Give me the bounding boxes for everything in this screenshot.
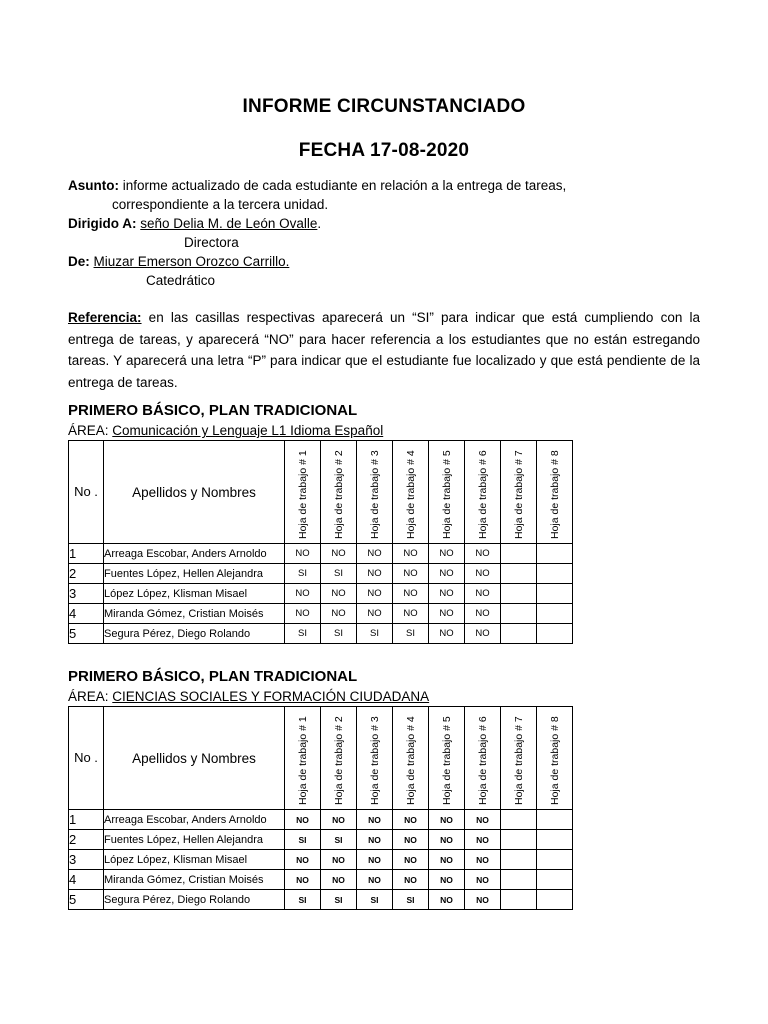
student-name: Segura Pérez, Diego Rolando — [104, 624, 285, 644]
row-number: 5 — [69, 624, 104, 644]
reference-text: en las casillas respectivas aparecerá un “SI” para indicar que está cumpliendo con la entrega de tareas, y aparecerá “NO” para hacer referencia a los estudiantes que no están estregando tareas. Y aparecerá una letra “P” para indicar que el estudiante fue localizado y que está pendiente de la entrega de tareas. — [68, 310, 700, 390]
status-cell: NO — [285, 584, 321, 604]
table-row — [69, 544, 573, 564]
row-number: 1 — [69, 544, 104, 564]
status-cell: NO — [285, 870, 321, 890]
column-sheet-header: Hoja de trabajo # 8 — [537, 707, 573, 810]
column-sheet-header: Hoja de trabajo # 1 — [285, 441, 321, 544]
status-cell — [501, 624, 537, 644]
column-sheet-header: Hoja de trabajo # 5 — [429, 441, 465, 544]
status-cell: NO — [465, 624, 501, 644]
status-cell: NO — [357, 564, 393, 584]
column-sheet-header: Hoja de trabajo # 7 — [501, 441, 537, 544]
student-name: Segura Pérez, Diego Rolando — [104, 890, 285, 910]
asunto-text: informe actualizado de cada estudiante en relación a la entrega de tareas, — [122, 178, 567, 193]
status-cell — [501, 870, 537, 890]
status-cell: NO — [357, 850, 393, 870]
status-cell — [501, 604, 537, 624]
homework-table — [68, 440, 573, 644]
table-row — [69, 830, 573, 850]
status-cell: NO — [285, 810, 321, 830]
status-cell: NO — [429, 624, 465, 644]
area-label: ÁREA: — [68, 423, 109, 438]
table-row — [69, 624, 573, 644]
status-cell: NO — [393, 810, 429, 830]
status-cell: SI — [321, 564, 357, 584]
status-cell: NO — [429, 564, 465, 584]
student-name: Fuentes López, Hellen Alejandra — [104, 564, 285, 584]
table-header-row — [69, 707, 573, 810]
student-name: Miranda Gómez, Cristian Moisés — [104, 604, 285, 624]
student-name: Arreaga Escobar, Anders Arnoldo — [104, 810, 285, 830]
status-cell: NO — [429, 810, 465, 830]
reference-paragraph — [68, 307, 700, 393]
status-cell: NO — [393, 584, 429, 604]
status-cell — [501, 544, 537, 564]
status-cell: SI — [285, 890, 321, 910]
row-number: 3 — [69, 850, 104, 870]
column-sheet-header: Hoja de trabajo # 5 — [429, 707, 465, 810]
column-sheet-header: Hoja de trabajo # 2 — [321, 441, 357, 544]
column-sheet-header: Hoja de trabajo # 8 — [537, 441, 573, 544]
table-row — [69, 870, 573, 890]
column-no-header: No . — [69, 441, 104, 544]
status-cell — [537, 564, 573, 584]
de-label: De: — [68, 254, 90, 269]
status-cell: NO — [429, 850, 465, 870]
status-cell: NO — [357, 584, 393, 604]
column-sheet-header: Hoja de trabajo # 6 — [465, 707, 501, 810]
student-name: Miranda Gómez, Cristian Moisés — [104, 870, 285, 890]
status-cell: SI — [321, 890, 357, 910]
status-cell — [501, 830, 537, 850]
row-number: 4 — [69, 604, 104, 624]
status-cell: NO — [393, 850, 429, 870]
de-name: Miuzar Emerson Orozco Carrillo. — [93, 254, 290, 269]
column-sheet-header: Hoja de trabajo # 1 — [285, 707, 321, 810]
status-cell: NO — [321, 604, 357, 624]
area-name: Comunicación y Lenguaje L1 Idioma Español — [112, 423, 384, 438]
status-cell — [537, 830, 573, 850]
student-name: López López, Klisman Misael — [104, 584, 285, 604]
status-cell: NO — [465, 850, 501, 870]
homework-table — [68, 706, 573, 910]
status-cell: SI — [357, 624, 393, 644]
dirigido-name: seño Delia M. de León Ovalle — [140, 216, 318, 231]
status-cell: NO — [285, 544, 321, 564]
table-row — [69, 890, 573, 910]
dirigido-role: Directora — [184, 235, 239, 250]
column-sheet-header: Hoja de trabajo # 3 — [357, 441, 393, 544]
document-title: INFORME CIRCUNSTANCIADO — [242, 96, 526, 117]
status-cell: NO — [429, 870, 465, 890]
dirigido-punct: . — [317, 216, 322, 231]
column-sheet-header: Hoja de trabajo # 4 — [393, 441, 429, 544]
row-number: 2 — [69, 564, 104, 584]
status-cell: NO — [357, 544, 393, 564]
row-number: 3 — [69, 584, 104, 604]
status-cell — [537, 544, 573, 564]
status-cell — [501, 890, 537, 910]
student-name: López López, Klisman Misael — [104, 850, 285, 870]
asunto-line-2: correspondiente a la tercera unidad. — [112, 197, 329, 212]
status-cell: NO — [357, 830, 393, 850]
table-row — [69, 850, 573, 870]
row-number: 2 — [69, 830, 104, 850]
status-cell: NO — [357, 870, 393, 890]
status-cell: NO — [393, 604, 429, 624]
status-cell: NO — [429, 604, 465, 624]
status-cell: NO — [429, 584, 465, 604]
status-cell: NO — [285, 850, 321, 870]
status-cell: NO — [465, 604, 501, 624]
row-number: 5 — [69, 890, 104, 910]
table-row — [69, 810, 573, 830]
status-cell — [537, 890, 573, 910]
status-cell: SI — [285, 830, 321, 850]
status-cell: NO — [393, 830, 429, 850]
asunto-line-1 — [68, 178, 566, 193]
table-row — [69, 564, 573, 584]
status-cell: NO — [357, 604, 393, 624]
status-cell: NO — [465, 544, 501, 564]
status-cell — [537, 604, 573, 624]
table-body — [69, 810, 573, 910]
status-cell — [501, 584, 537, 604]
asunto-label: Asunto: — [68, 178, 119, 193]
column-sheet-header: Hoja de trabajo # 4 — [393, 707, 429, 810]
status-cell: NO — [465, 890, 501, 910]
status-cell: SI — [321, 830, 357, 850]
status-cell: NO — [465, 584, 501, 604]
row-number: 1 — [69, 810, 104, 830]
status-cell: SI — [393, 624, 429, 644]
column-name-header: Apellidos y Nombres — [104, 707, 285, 810]
status-cell: SI — [285, 564, 321, 584]
status-cell — [537, 584, 573, 604]
table-body — [69, 544, 573, 644]
status-cell — [501, 850, 537, 870]
de-role: Catedrático — [146, 273, 216, 288]
reference-label: Referencia: — [68, 310, 142, 325]
status-cell: SI — [357, 890, 393, 910]
status-cell: NO — [321, 870, 357, 890]
column-sheet-header: Hoja de trabajo # 2 — [321, 707, 357, 810]
section-area — [68, 423, 383, 438]
status-cell — [537, 870, 573, 890]
column-name-header: Apellidos y Nombres — [104, 441, 285, 544]
status-cell: NO — [321, 810, 357, 830]
status-cell: SI — [321, 624, 357, 644]
status-cell: NO — [465, 870, 501, 890]
column-no-header: No . — [69, 707, 104, 810]
column-sheet-header: Hoja de trabajo # 6 — [465, 441, 501, 544]
section-area — [68, 689, 429, 704]
status-cell: NO — [321, 850, 357, 870]
area-label: ÁREA: — [68, 689, 109, 704]
section-heading: PRIMERO BÁSICO, PLAN TRADICIONAL — [68, 402, 358, 419]
student-name: Arreaga Escobar, Anders Arnoldo — [104, 544, 285, 564]
table-row — [69, 584, 573, 604]
dirigido-line — [68, 216, 321, 231]
status-cell — [537, 850, 573, 870]
status-cell: NO — [357, 810, 393, 830]
status-cell — [537, 624, 573, 644]
status-cell: NO — [393, 564, 429, 584]
area-name: CIENCIAS SOCIALES Y FORMACIÓN CIUDADANA — [112, 689, 430, 704]
column-sheet-header: Hoja de trabajo # 7 — [501, 707, 537, 810]
table-header-row — [69, 441, 573, 544]
student-name: Fuentes López, Hellen Alejandra — [104, 830, 285, 850]
status-cell — [501, 810, 537, 830]
dirigido-label: Dirigido A: — [68, 216, 137, 231]
status-cell: NO — [465, 564, 501, 584]
status-cell — [537, 810, 573, 830]
status-cell: NO — [429, 544, 465, 564]
status-cell: NO — [429, 830, 465, 850]
status-cell: SI — [393, 890, 429, 910]
status-cell — [501, 564, 537, 584]
section-heading: PRIMERO BÁSICO, PLAN TRADICIONAL — [68, 668, 358, 685]
status-cell: NO — [429, 890, 465, 910]
de-line — [68, 254, 289, 269]
document-date: FECHA 17-08-2020 — [298, 140, 470, 161]
status-cell: SI — [285, 624, 321, 644]
row-number: 4 — [69, 870, 104, 890]
status-cell: NO — [393, 544, 429, 564]
status-cell: NO — [321, 544, 357, 564]
status-cell: NO — [465, 830, 501, 850]
table-row — [69, 604, 573, 624]
status-cell: NO — [393, 870, 429, 890]
status-cell: NO — [465, 810, 501, 830]
column-sheet-header: Hoja de trabajo # 3 — [357, 707, 393, 810]
status-cell: NO — [321, 584, 357, 604]
status-cell: NO — [285, 604, 321, 624]
